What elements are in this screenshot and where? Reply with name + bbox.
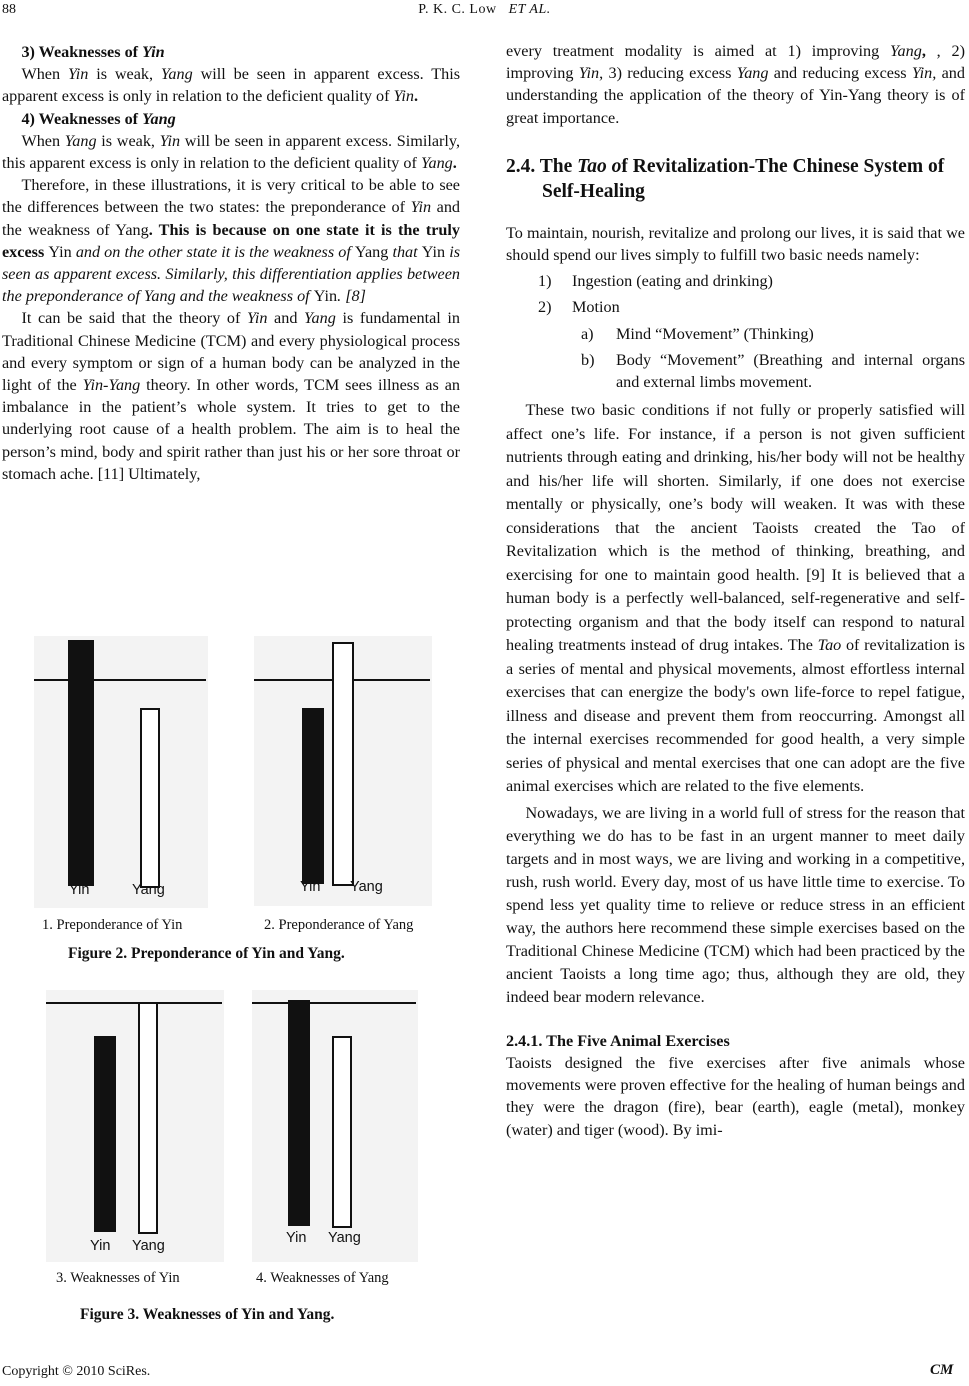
list-item: 1) Ingestion (eating and drinking) [538,272,773,291]
footer-copyright: Copyright © 2010 SciRes. [2,1364,151,1379]
subheading-weakness-yin [21,41,460,63]
figure-3-caption: Figure 3. Weaknesses of Yin and Yang. [80,1306,335,1323]
figure-3-panel-4 [252,990,418,1262]
bar-label-yin: Yin [90,1238,111,1254]
figure-2-panel-1 [34,636,208,908]
yin-bar [288,1000,310,1226]
left-column [2,41,460,485]
panel-label-2: 2. Preponderance of Yang [264,917,414,933]
paragraph-five-animals: Taoists designed the five exercises after five animals whose movements were proven effective for the healing of human beings and they were the dragon (fire), bear (earth), eagle (metal), monkey (water) and tiger (wood). By imi- [506,1053,965,1139]
subheading-text: 4) Weaknesses of [21,109,143,128]
page-number: 88 [2,2,16,17]
paragraph-stress: Nowadays, we are living in a world full of stress for the reason that everything we do has to be fast in an urgent manner to meet daily targets and in most ways, we are living and working in a competitive, rush, rush world. Every day, most of us have little time to exercise. To spend less yet quality time to relieve or reduce stress in an efficient way, the authors here recommend these simple exercises based on the Traditional Chinese Medicine (TCM) which had been practiced by the ancient Taoists a long time ago; thus, although they are old, they indeed bear modern relevance. [506,803,965,1006]
figure-2-caption: Figure 2. Preponderance of Yin and Yang. [68,945,345,962]
paragraph-tcm-theory: It can be said that the theory of Yin and Yang is fundamental in Traditional Chinese Medicine (TCM) and every physiological process and every symptom or sign of a human body can be analyzed in the light of the Yin-Yang theory. In other words, TCM sees illness as an imbalance in the patient’s whole system. It tries to get to the underlying root cause of a health problem. The aim is to heal the person’s mind, body and spirit rather than just his or her sore throat or stomach ache. [11] Ultimately, [2,309,461,483]
list-item: 2) Motion [538,298,620,317]
yin-bar [302,708,324,884]
paragraph-weak-yin: When Yin is weak, Yang will be seen in apparent excess. This apparent excess is only in relation to the deficient quality of Yin. [2,65,461,106]
paragraph-treatment-modality: every treatment modality is aimed at 1) improving Yang, , 2) improving Yin, 3) reducing excess Yang and reducing excess Yin, and understanding the application of the theory of Yin-Yang theory is of great importance. [506,42,966,127]
section-heading-2-4: 2.4. The Tao of Revitalization-The Chinese System of Self-Healing [506,155,945,202]
yin-bar [68,640,94,886]
paragraph-weak-yang: When Yang is weak, Yin will be seen in apparent excess. Similarly, this apparent excess is only in relation to the deficient quality of Yang. [2,131,460,173]
yang-bar [138,1002,158,1234]
paragraph-taoists-revitalization: These two basic conditions if not fully or properly satisfied will affect one’s life. For instance, if a person is not given sufficient nutrients through eating and drinking, his/her body will not be healthy and his/her life will shorten. Similarly, if one does not exercise mentally or physically, one’s body will weaken. It was with these considerations that the ancient Taoists created the Tao of Revitalization which is the method of thinking, breathing, and exercising for one to maintain good health. [9] It is believed that a human body is a perfectly well-balanced, self-regenerative and self-protecting organism and that the body itself can respond to natural healing treatments instead of drug intakes. The Tao of revitalization is a series of mental and physical movements, almost effortless internal exercises that can energize the body's own life-force to repel fatigue, illness and disease and prevent them from reoccurring. Amongst all the internal exercises recommended for good health, a very simple series of physical and mental exercises that one can adopt are the five animal exercises which are related to the five elements. [506,401,965,796]
motion-sublist [506,323,965,394]
subheading-term: Yang [142,109,176,128]
panel-label-1: 1. Preponderance of Yin [42,917,183,933]
list-item: a) Mind “Movement” (Thinking) [581,324,814,343]
bar-label-yang: Yang [328,1230,361,1246]
baseline [252,1002,416,1004]
yang-bar [332,1036,352,1228]
bar-label-yang: Yang [132,882,165,898]
yang-bar [140,708,160,888]
header-et-al: ET AL. [508,2,551,17]
yin-bar [94,1036,116,1232]
bar-label-yin: Yin [286,1230,307,1246]
panel-label-4: 4. Weaknesses of Yang [256,1270,389,1286]
bar-label-yin: Yin [300,879,321,895]
paragraph-basic-needs: To maintain, nourish, revitalize and prolong our lives, it is said that we should spend our lives simply to fulfill two basic needs namely: [506,223,965,265]
section-heading-2-4-1: 2.4.1. The Five Animal Exercises [506,1031,730,1050]
right-column [506,40,965,1141]
bar-label-yin: Yin [69,882,90,898]
figure-2-panel-2 [254,636,432,906]
panel-label-3: 3. Weaknesses of Yin [56,1270,180,1286]
subheading-term: Yin [142,43,165,61]
paragraph-differences: Therefore, in these illustrations, it is very critical to be able to see the differences between the two states: the preponderance of Yin and the weakness of Yang. This is because on one state it is the truly excess Yin and on the other state it is the weakness of Yang that Yin is seen as apparent excess. Similarly, this differentiation applies between the preponderance of Yang and the weakness of Yin. [8] [2,176,461,306]
header-authors: P. K. C. Low [418,2,497,17]
needs-list [506,270,965,318]
list-item: b) Body “Movement” (Breathing and internal organs and external limbs movement. [581,350,965,392]
running-header [0,2,969,18]
subheading-text: 3) Weaknesses of [21,43,143,61]
subheading-weakness-yang [21,108,460,130]
footer-journal: CM [930,1362,954,1378]
figure-3-panel-3 [46,990,224,1262]
baseline [34,679,206,681]
yang-bar [332,642,354,886]
bar-label-yang: Yang [350,879,383,895]
bar-label-yang: Yang [132,1238,165,1254]
baseline [46,1002,222,1004]
